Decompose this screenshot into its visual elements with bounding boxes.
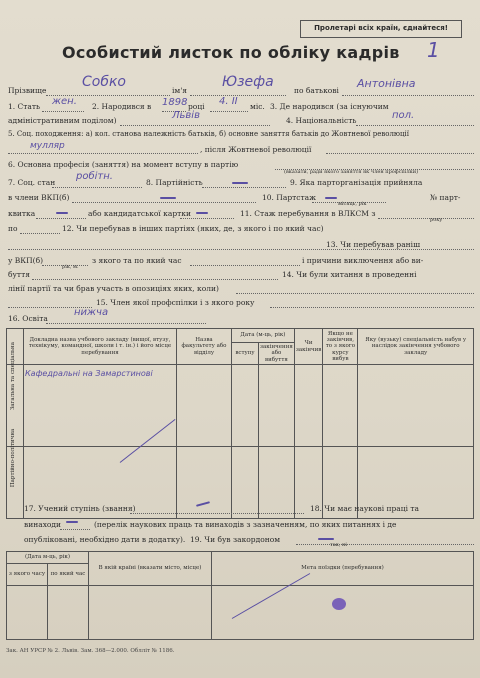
- party-org-label-cont: в члени ВКП(б): [8, 193, 70, 202]
- patronymic-value: Антонівна: [357, 77, 416, 90]
- social-status-value: робітн.: [76, 171, 113, 182]
- party-membership-label: 8. Партійність: [146, 178, 203, 187]
- social-origin-label: 5. Соц. походження: а) кол. станова належність батьків, б) основне заняття батьків до Жовтневої революції: [8, 130, 410, 138]
- nationality-label: 4. Національність: [286, 116, 357, 125]
- q13-note: рік, м.: [62, 264, 79, 270]
- edu-col-exit: закінчення або вибуття: [260, 344, 293, 363]
- q18-line3: опубліковані, необхідно дати в додатку).: [24, 535, 186, 544]
- q15-label: 15. Член якої профспілки і з якого року: [96, 298, 255, 307]
- social-origin-after: , після Жовтневої революції: [200, 145, 312, 154]
- edu-group-general: Загальна та спеціальна: [9, 342, 16, 411]
- ink-mark: [332, 598, 346, 610]
- q12-prefix: по: [8, 224, 18, 233]
- party-org-label: 9. Яка парторганізація прийняла: [290, 178, 423, 187]
- birthplace-label: 3. Де народився (за існуючим: [270, 102, 389, 111]
- surname-label: Прізвище: [8, 86, 47, 95]
- social-origin-value: мулляр: [30, 141, 65, 151]
- komsomol-note: року: [430, 217, 443, 223]
- party-card-label: квитка: [8, 209, 36, 218]
- birthplace-label-cont: адміністративним поділом): [8, 116, 117, 125]
- birthplace-value: Львів: [172, 110, 200, 121]
- education-table: [6, 328, 474, 519]
- edu-col-institution: Докладна назва учбового закладу (вищої, втузу, технікуму, командної, школи і т. ін.) і його місце перебування: [24, 329, 177, 365]
- q17-label: 17. Учений ступінь (звання): [24, 504, 136, 513]
- footer-print-info: Зак. АН УРСР № 2. Львів. Зам. 368—2.000. Облліт № 1186.: [6, 648, 175, 654]
- edu-col-speciality: Яку (вузьку) спеціальність набув у наслідок закінчення учбового закладу: [358, 329, 474, 365]
- q18-cont: (перелік наукових праць та винаходів з зазначенням, по яких питаннях і де: [94, 520, 397, 529]
- q13-label: 13. Чи перебував раніш: [326, 240, 421, 249]
- profession-label: 6. Основна професія (заняття) на момент вступу в партію: [8, 160, 239, 169]
- q14-line1: буття: [8, 270, 30, 279]
- edu-group-party: Партійно-політична: [9, 429, 16, 488]
- q12-label: 12. Чи перебував в інших партіях (яких, де, з якого і по який час): [62, 224, 324, 233]
- sex-label: 1. Стать: [8, 102, 41, 111]
- q13-end: і причини виключення або ви-: [302, 256, 424, 265]
- q19-note: так, ні: [330, 542, 347, 548]
- q19-label: 19. Чи був закордоном: [190, 535, 281, 544]
- abroad-col-country: В якій країні (вказати місто, місце): [89, 552, 212, 586]
- education-label: 16. Освіта: [8, 314, 48, 323]
- social-status-label: 7. Соц. стан: [8, 178, 56, 187]
- form-title: Особистий листок по обліку кадрів: [62, 43, 400, 62]
- edu-first-entry: Кафедральні на Замарстинові: [25, 369, 153, 378]
- q14-label: 14. Чи були хитання в проведенні: [282, 270, 417, 279]
- sex-value: жен.: [52, 96, 77, 107]
- birth-year-suffix: році: [188, 102, 205, 111]
- motto-box: Пролетарі всіх країн, єднайтеся!: [300, 20, 462, 38]
- party-experience-label: 10. Партстаж: [262, 193, 316, 202]
- page-number: 1: [427, 38, 440, 62]
- abroad-table: [6, 551, 474, 640]
- edu-col-course: Якщо не закінчив, то з якого курсу вибув: [323, 329, 358, 365]
- q13-line2: у ВКП(б): [8, 256, 44, 265]
- nationality-value: пол.: [392, 110, 415, 121]
- q14-line2: лінії партії та чи брав участь в опозиціях яких, коли): [8, 284, 219, 293]
- birth-day-suffix: міс.: [250, 102, 265, 111]
- abroad-col-date: (Дата м-ць, рік): [7, 552, 89, 564]
- name-value: Юзефа: [222, 74, 274, 90]
- edu-col-completed: Чи закінчив: [294, 329, 323, 365]
- patronymic-label: по батькові: [294, 86, 339, 95]
- edu-col-date: Дата (м-ць, рік): [232, 329, 295, 343]
- abroad-col-purpose: Мета поїздки (перебування): [212, 552, 474, 586]
- q18-line2: винаходи: [24, 520, 62, 529]
- edu-col-faculty: Назва факультету або відділу: [177, 329, 232, 365]
- birth-label: 2. Народився в: [92, 102, 152, 111]
- party-number-label: № парт-: [430, 193, 461, 202]
- abroad-col-from: з якого часу: [7, 564, 48, 586]
- q18-label: 18. Чи має наукові праці та: [310, 504, 419, 513]
- name-label: ім'я: [172, 86, 188, 95]
- edu-col-entry: вступу: [232, 343, 259, 365]
- party-experience-note: місяць, рік: [338, 201, 367, 207]
- education-value: нижча: [74, 307, 109, 318]
- birth-year-value: 1898: [162, 97, 188, 108]
- candidate-card-label: або кандидатської картки: [88, 209, 191, 218]
- profession-note: (вказати, ради якого заняття як член профспілки): [284, 169, 419, 175]
- surname-value: Собко: [82, 74, 126, 90]
- birth-day-value: 4. II: [219, 96, 238, 107]
- q13-mid: з якого та по який час: [92, 256, 182, 265]
- komsomol-label: 11. Стаж перебування в ВЛКСМ з: [240, 209, 376, 218]
- abroad-col-to: по який час: [48, 564, 89, 586]
